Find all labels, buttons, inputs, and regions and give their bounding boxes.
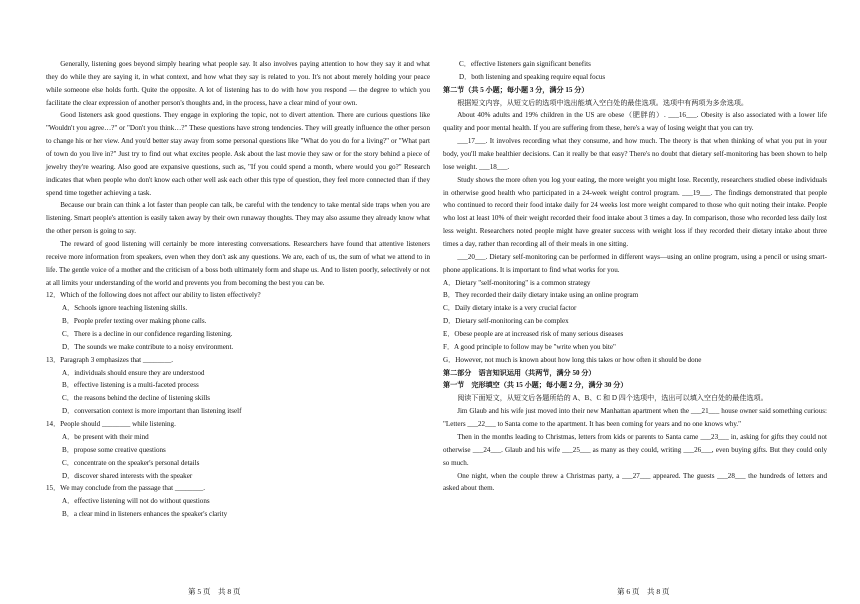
part-heading: 第二部分 语言知识运用（共两节，满分 50 分）	[443, 368, 596, 377]
question-stem: 14．People should ________ while listening.	[46, 420, 176, 429]
passage-paragraph-2: ___17___. It involves recording what they consume, and how much. The theory is that when thinking of what you put in your body, you'll make healthier decisions. Can it really be that easy? There's no doubt that dietary self-monitoring has been shown to help lose weight. ___18___.	[443, 137, 827, 171]
page-footer-left: 第 5 页 共 8 页	[188, 587, 241, 596]
answer-option[interactable]: D．both listening and speaking require equal focus	[459, 72, 606, 81]
right-column	[443, 58, 827, 495]
answer-option[interactable]: D．conversation context is more important than listening itself	[62, 407, 242, 416]
passage-paragraph-1: Generally, listening goes beyond simply hearing what people say. It also involves paying attention to how they say it and what they do while they are saying it, in what context, and how what they say is related to you. It's not about merely holding your peace while someone else holds forth. Quite the opposite. A lot of listening has to do with how you respond — the degree to which you facilitate the clear expression of another person's thoughts and, in the process, have a clear mind of your own.	[46, 60, 430, 107]
answer-option[interactable]: A．individuals should ensure they are understood	[62, 368, 205, 377]
answer-option[interactable]: A．Schools ignore teaching listening skills.	[62, 304, 188, 313]
question-stem: 13．Paragraph 3 emphasizes that ________.	[46, 355, 174, 364]
answer-option[interactable]: D．Dietary self-monitoring can be complex	[443, 317, 569, 326]
left-column	[46, 58, 430, 521]
answer-option[interactable]: B．a clear mind in listeners enhances the speaker's clarity	[62, 510, 228, 519]
question-stem: 15．We may conclude from the passage that ________.	[46, 484, 205, 493]
passage-paragraph-3: Study shows the more often you log your eating, the more weight you might lose. Recently, researchers studied obese individuals in otherwise good health who participated in a 24-week weight control program. ___19___. The findings demonstrated that people who continued to record their food intake daily for 24 weeks lost more weight compared to those who quit noting their intake. People who lost at least 10% of their weight recorded their food intake about 3 times a day. In comparison, those who recorded less daily lost less weight. Researchers noted people might have greater success with weight loss if they recorded their dietary intake about three times a day, rather than recording all of their meals in one sitting.	[443, 175, 827, 249]
answer-option[interactable]: G．However, not much is known about how long this takes or how often it should be done	[443, 355, 702, 364]
answer-option[interactable]: E．Obese people are at increased risk of many serious diseases	[443, 330, 624, 339]
cloze-paragraph-3: One night, when the couple threw a Christmas party, a ___27___ appeared. The guests ___28___ the hundreds of letters and asked about them.	[443, 471, 827, 493]
passage-paragraph-2: Good listeners ask good questions. They engage in exploring the topic, not to divert attention. There are curious questions like "Wouldn't you agree…?" or "Don't you think…?" These questions have strong tendencies. They will greatly influence the other person to change his or her view. And you'd better stay away from some personal questions like "What do you do for a living?" or "What part of town do you live in?" Just try to find out what excites people. Ask about the last movie they saw or for the story behind a piece of jewelry they're wearing. Also good are expansive questions, such as, "If you could spend a month, where would you go?" Research indicates that when people who don't know each other well ask each other this type of question, they feel more connected than if they spend time together achieving a task.	[46, 111, 430, 197]
answer-option[interactable]: A．effective listening will not do without questions	[62, 497, 210, 506]
question-14	[46, 418, 430, 482]
answer-option[interactable]: A．Dietary "self-monitoring" is a common strategy	[443, 278, 591, 287]
question-13	[46, 354, 430, 418]
answer-option[interactable]: D．The sounds we make contribute to a noisy environment.	[62, 342, 234, 351]
passage-paragraph-4: ___20___. Dietary self-monitoring can be performed in different ways—using an online program, using a pencil or using smart-phone applications. It is important to find what works for you.	[443, 252, 827, 274]
answer-option[interactable]: C．the reasons behind the decline of listening skills	[62, 394, 210, 403]
passage-paragraph-1: About 40% adults and 19% children in the US are obese（肥胖的）. ___16___. Obesity is also associated with a lower life quality and poor mental health. If you are suffering from these, here's a way of losing weight that you can try.	[443, 111, 827, 133]
answer-option[interactable]: C．There is a decline in our confidence regarding listening.	[62, 330, 233, 339]
question-15	[46, 482, 430, 521]
section-heading: 第二节（共 5 小题；每小题 3 分，满分 15 分）	[443, 85, 589, 94]
answer-option[interactable]: B．People prefer texting over making phone calls.	[62, 317, 207, 326]
answer-option[interactable]: B．effective listening is a multi-faceted process	[62, 381, 199, 390]
answer-option[interactable]: C．Daily dietary intake is a very crucial factor	[443, 304, 577, 313]
passage-paragraph-4: The reward of good listening will certainly be more interesting conversations. Researchers have found that attentive listeners receive more information from speakers, even when they don't ask any questions. We are, each of us, the sum of what we attend to in life. The gentle voice of a mother and the criticism of a boss both ultimately form and shape us. And to listen poorly, selectively or not at all limits your understanding of the world and prevents you from becoming the best you can be.	[46, 240, 430, 287]
question-stem: 12．Which of the following does not affect our ability to listen effectively?	[46, 291, 261, 300]
answer-option[interactable]: B．They recorded their daily dietary intake using an online program	[443, 291, 639, 300]
answer-option[interactable]: D．discover shared interests with the speaker	[62, 471, 193, 480]
page-footer-right: 第 6 页 共 8 页	[617, 587, 670, 596]
answer-option[interactable]: F．A good principle to follow may be "write when you bite"	[443, 342, 616, 351]
cloze-paragraph-1: Jim Glaub and his wife just moved into their new Manhattan apartment when the ___21___ house owner said something curious: "Letters ___22___ to Santa come to the apartment. It has been coming for years and no one knows why."	[443, 407, 827, 429]
question-12	[46, 289, 430, 353]
answer-option[interactable]: A．be present with their mind	[62, 432, 149, 441]
option-list	[443, 277, 827, 367]
answer-option[interactable]: C．concentrate on the speaker's personal details	[62, 458, 200, 467]
section-instruction: 根据短文内容，从短文后的选项中选出能填入空白处的最佳选项。选项中有两项为多余选项。	[457, 98, 749, 107]
section-heading: 第一节 完形填空（共 15 小题；每小题 2 分，满分 30 分）	[443, 381, 628, 390]
answer-option[interactable]: B．propose some creative questions	[62, 445, 166, 454]
section-instruction: 阅读下面短文，从短文后各题所给的 A、B、C 和 D 四个选项中，选出可以填入空白处的最佳选项。	[457, 394, 768, 403]
cloze-paragraph-2: Then in the months leading to Christmas, letters from kids or parents to Santa came ___23___ in, asking for gifts they could not otherwise ___24___. Glaub and his wife ___25___ as many as they could, writing ___26___, even buying gifts. But they could only so much.	[443, 432, 827, 467]
answer-option[interactable]: C．effective listeners gain significant benefits	[459, 60, 591, 68]
passage-paragraph-3: Because our brain can think a lot faster than people can talk, be careful with the tendency to take mental side traps when you are listening. Smart people's attention is easily taken away by their own runaway thoughts. They may also assume they already know what the other person is going to say.	[46, 201, 430, 236]
